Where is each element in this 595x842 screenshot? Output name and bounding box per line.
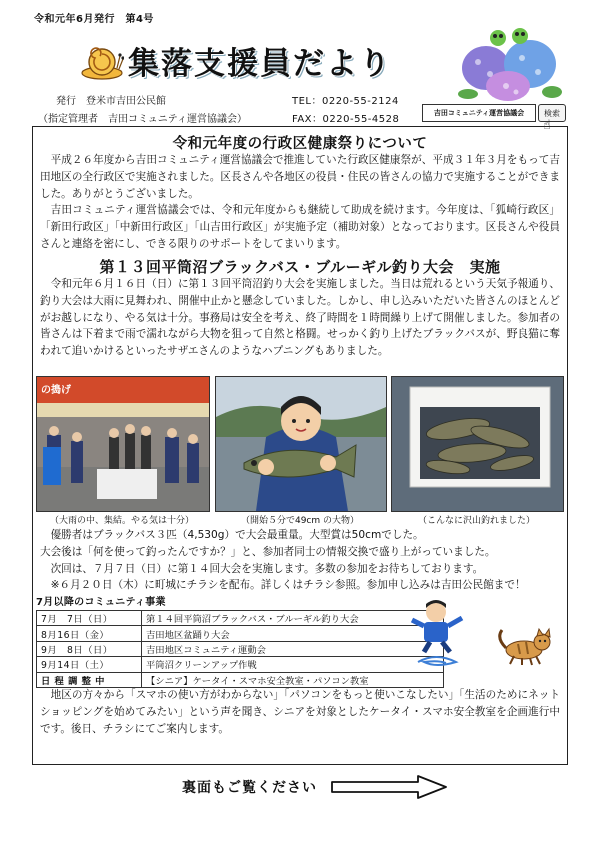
- schedule-event: 平筒沼クリーンアップ作戦: [142, 657, 444, 672]
- manager-line: （指定管理者 吉田コミュニティ運営協議会）: [38, 114, 247, 125]
- schedule-row: [37, 641, 444, 656]
- schedule-event: 吉田地区盆踊り大会: [142, 626, 444, 641]
- schedule-table: [36, 610, 444, 688]
- article2-results: [40, 527, 560, 594]
- search-box-graphic: 吉田コミュニティ運営協議会: [422, 104, 536, 122]
- article1-title: 令和元年度の行政区健康祭りについて: [172, 136, 428, 152]
- photo-catch-box: [391, 376, 564, 512]
- photo-caption-1: （大雨の中、集結。やる気は十分）: [49, 516, 194, 526]
- schedule-event: 【シニア】ケータイ・スマホ安全教室・パソコン教室: [142, 672, 444, 687]
- closing-paragraph: 地区の方々から「スマホの使い方がわからない」「パソコンをもっと使いこなしたい」「生活のためにネットショッピングを始めてみたい」という声を聞き、シニアを対象としたケータイ・スマホ安全教室を企画進行中です。後日、チラシにてご案内します。: [40, 689, 560, 735]
- article1-body: [40, 152, 560, 253]
- photo-participants: [36, 376, 210, 512]
- article1-paragraph-2: 吉田コミュニティ運営協議会では、令和元年度からも継続して助成を続けます。今年度は、「狐崎行政区」「新田行政区」「中新田行政区」「山吉田行政区」が実施予定（補助対象）となっております。区長さんや役員さんと連絡を密にし、できる限りのサポートをしてまいります。: [40, 204, 560, 250]
- schedule-event: 吉田地区コミュニティ運動会: [142, 641, 444, 656]
- schedule-date: 8月16日（金）: [37, 626, 142, 641]
- schedule-date: 9月 8日（日）: [37, 641, 142, 656]
- pointer-hand-icon: ☝: [543, 118, 551, 133]
- search-button-graphic: 検索: [538, 104, 566, 122]
- photo-caption-3: （こんなに沢山釣れました）: [417, 516, 535, 526]
- article2-paragraph-3: 大会後は「何を使って釣ったんですか？」と、参加者同士の情報交換で盛り上がっていました。: [40, 545, 496, 558]
- issue-line: 令和元年6月発行 第4号: [34, 14, 154, 25]
- schedule-row: [37, 657, 444, 672]
- newsletter-title: 集落支援員だより: [128, 46, 392, 82]
- schedule-row: [37, 672, 444, 687]
- schedule-date: 日 程 調 整 中: [37, 672, 142, 687]
- article2-paragraph-1: 令和元年６月１６日（日）に第１３回平筒沼釣り大会を実施しました。当日は荒れるという天気予報通り、釣り大会は大雨に見舞われ、開催中止かと懸念していました。しかし、申し込みいただいた皆さんのほとんどがお越しになり、やる気は十分。事務局は安全を考え、終了時間を１時間繰り上げて開催しました。参加者の皆さんは下着まで雨で濡れながら大物を狙って自然と格闘。せっかく釣り上げたブラックバスが、野良猫に奪われて追いかけるといったサザエさんのようなハプニングもありました。: [40, 278, 560, 358]
- article2-title: 第１３回平筒沼ブラックバス・ブルーギル釣り大会 実施: [99, 258, 501, 276]
- photo-sign-text: の搗げ: [41, 385, 71, 396]
- footer-text: 裏面もご覧ください: [182, 780, 317, 796]
- article2-body: [40, 276, 560, 360]
- schedule-row: [37, 611, 444, 626]
- publisher-line: 発行 登米市吉田公民館: [56, 96, 166, 107]
- photo-big-bass: [215, 376, 387, 512]
- article2-paragraph-4: 次回は、７月７日（日）に第１４回大会を実施します。多数の参加をお待ちしております。: [50, 562, 484, 575]
- schedule-event: 第１４回平筒沼ブラックバス・ブルーギル釣り大会: [142, 611, 444, 626]
- fax-number: FAX：0220-55-4528: [292, 114, 400, 125]
- schedule-row: [37, 626, 444, 641]
- snail-logo-icon: [80, 42, 124, 80]
- article1-paragraph-1: 平成２６年度から吉田コミュニティ運営協議会で推進していた行政区健康祭が、平成３１年３月をもって吉田地区の全行政区で実施されました。区長さんや各地区の役員・住民の皆さんの協力で実施することができました。ありがとうございました。: [40, 154, 560, 200]
- tel-number: TEL：0220-55-2124: [292, 96, 399, 107]
- boy-on-swirl-illustration: [410, 598, 468, 674]
- cat-illustration: [496, 626, 554, 666]
- schedule-heading: 7月以降のコミュニティ事業: [36, 597, 166, 608]
- photo-caption-2: （開始５分で49cm の大物）: [240, 516, 360, 526]
- article2-paragraph-5: ※６月２０日（木）に町城にチラシを配布。詳しくはチラシ参照。参加申し込みは吉田公民館まで！: [50, 579, 526, 592]
- hydrangea-frog-illustration: [458, 24, 562, 102]
- article2-paragraph-2: 優勝者はブラックバス３匹（4,530g）で大会最重量。大型賞は50cmでした。: [50, 529, 424, 541]
- schedule-date: 7月 7日（日）: [37, 611, 142, 626]
- closing-body: [40, 687, 560, 737]
- schedule-date: 9月14日（土）: [37, 657, 142, 672]
- right-arrow-icon: [330, 774, 448, 800]
